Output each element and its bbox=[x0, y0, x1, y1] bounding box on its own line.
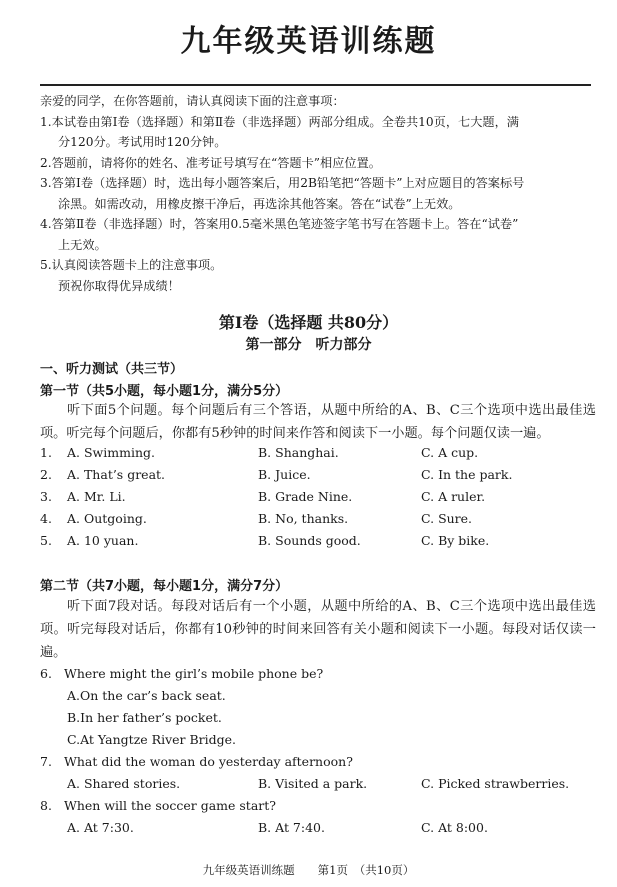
question-4 bbox=[40, 511, 596, 531]
option-b: B. Visited a park. bbox=[258, 776, 368, 791]
question-7 bbox=[40, 754, 596, 774]
notice-wish: 预祝你取得优异成绩！ bbox=[58, 278, 180, 293]
sec2-instructions: 听下面7段对话。每段对话后有一个小题，从题中所给的A、B、C三个选项中选出最佳选项。听完每段对话后，你都有10秒钟的时间来回答有关小题和阅读下一小题。每段对话仅读一遍。 bbox=[40, 599, 596, 660]
option-a: A. Shared stories. bbox=[67, 776, 181, 791]
option-c: C. A cup. bbox=[421, 445, 479, 460]
option-c: C. At 8:00. bbox=[421, 820, 488, 835]
option-c: C. A ruler. bbox=[421, 489, 486, 504]
notice-item-3: 3.答第Ⅰ卷（选择题）时，选出每小题答案后，用2B铅笔把“答题卡”上对应题目的答案标号 bbox=[40, 176, 525, 190]
page-footer: 九年级英语训练题 第1页 （共10页） bbox=[202, 863, 415, 877]
notice-item-3-cont: 涂黑。如需改动，用橡皮擦干净后，再选涂其他答案。答在“试卷”上无效。 bbox=[58, 196, 461, 211]
page-title: 九年级英语训练题 bbox=[180, 24, 437, 59]
question-number: 6. bbox=[40, 666, 52, 681]
option-a: A. Outgoing. bbox=[67, 511, 147, 526]
option-c: C. In the park. bbox=[421, 467, 513, 482]
question-5 bbox=[40, 533, 596, 553]
question-8-options bbox=[40, 820, 596, 840]
question-3 bbox=[40, 489, 596, 509]
option-b: B. No, thanks. bbox=[258, 511, 349, 526]
option-b: B.In her father’s pocket. bbox=[67, 710, 222, 725]
sec2-heading: 第二节（共7小题，每小题1分，满分7分） bbox=[40, 579, 289, 594]
question-2 bbox=[40, 467, 596, 487]
question-number: 2. bbox=[40, 467, 52, 482]
option-c: C. Sure. bbox=[421, 511, 473, 526]
question-number: 1. bbox=[40, 445, 52, 460]
notice-block bbox=[40, 91, 596, 296]
notice-item-4-cont: 上无效。 bbox=[58, 237, 107, 252]
question-1 bbox=[40, 445, 596, 465]
option-a: A.On the car’s back seat. bbox=[67, 688, 226, 703]
notice-item-1-cont: 分120分。考试用时120分钟。 bbox=[58, 135, 227, 149]
notice-item-2: 2.答题前，请将你的姓名、准考证号填写在“答题卡”相应位置。 bbox=[40, 155, 381, 170]
notice-intro: 亲爱的同学，在你答题前，请认真阅读下面的注意事项： bbox=[40, 94, 345, 108]
question-6 bbox=[40, 666, 596, 686]
option-b: B. Shanghai. bbox=[258, 445, 339, 460]
option-b: B. Sounds good. bbox=[258, 533, 361, 548]
question-text: When will the soccer game start? bbox=[64, 798, 276, 813]
question-7-options bbox=[40, 776, 596, 796]
option-a: A. Mr. Li. bbox=[67, 489, 126, 504]
option-a: A. 10 yuan. bbox=[67, 533, 139, 548]
question-number: 7. bbox=[40, 754, 52, 769]
option-b: B. At 7:40. bbox=[258, 820, 325, 835]
question-number: 4. bbox=[40, 511, 52, 526]
option-c: C. By bike. bbox=[421, 533, 490, 548]
question-8 bbox=[40, 798, 596, 818]
question-number: 8. bbox=[40, 798, 52, 813]
option-a: A. That’s great. bbox=[67, 467, 166, 482]
option-c: C.At Yangtze River Bridge. bbox=[67, 732, 237, 747]
question-number: 5. bbox=[40, 533, 52, 548]
question-text: What did the woman do yesterday afternoon? bbox=[64, 754, 353, 769]
part-title: 第一部分 听力部分 bbox=[245, 337, 372, 353]
title-divider bbox=[40, 84, 591, 86]
notice-item-5: 5.认真阅读答题卡上的注意事项。 bbox=[40, 258, 223, 272]
option-a: A. At 7:30. bbox=[67, 820, 134, 835]
notice-item-1: 1.本试卷由第Ⅰ卷（选择题）和第Ⅱ卷（非选择题）两部分组成。全卷共10页，七大题，满 bbox=[40, 114, 519, 129]
question-6-option-c bbox=[40, 732, 596, 752]
notice-item-4: 4.答第Ⅱ卷（非选择题）时，答案用0.5毫米黑色笔迹签字笔书写在答题卡上。答在“试卷” bbox=[40, 217, 519, 231]
question-6-option-a bbox=[40, 688, 596, 708]
question-number: 3. bbox=[40, 489, 52, 504]
option-a: A. Swimming. bbox=[67, 445, 155, 460]
sec1-instructions: 听下面5个问题。每个问题后有三个答语，从题中所给的A、B、C三个选项中选出最佳选项。听完每个问题后，你都有5秒钟的时间来作答和阅读下一小题。每个问题仅读一遍。 bbox=[40, 403, 596, 441]
option-c: C. Picked strawberries. bbox=[421, 776, 570, 791]
option-b: B. Grade Nine. bbox=[258, 489, 353, 504]
volume-title: 第Ⅰ卷（选择题 共80分） bbox=[218, 313, 399, 332]
sec1-heading: 第一节（共5小题，每小题1分，满分5分） bbox=[40, 384, 289, 399]
question-text: Where might the girl’s mobile phone be? bbox=[64, 666, 324, 681]
option-b: B. Juice. bbox=[258, 467, 311, 482]
question-6-option-b bbox=[40, 710, 596, 730]
section-one-heading: 一、听力测试（共三节） bbox=[40, 362, 184, 377]
